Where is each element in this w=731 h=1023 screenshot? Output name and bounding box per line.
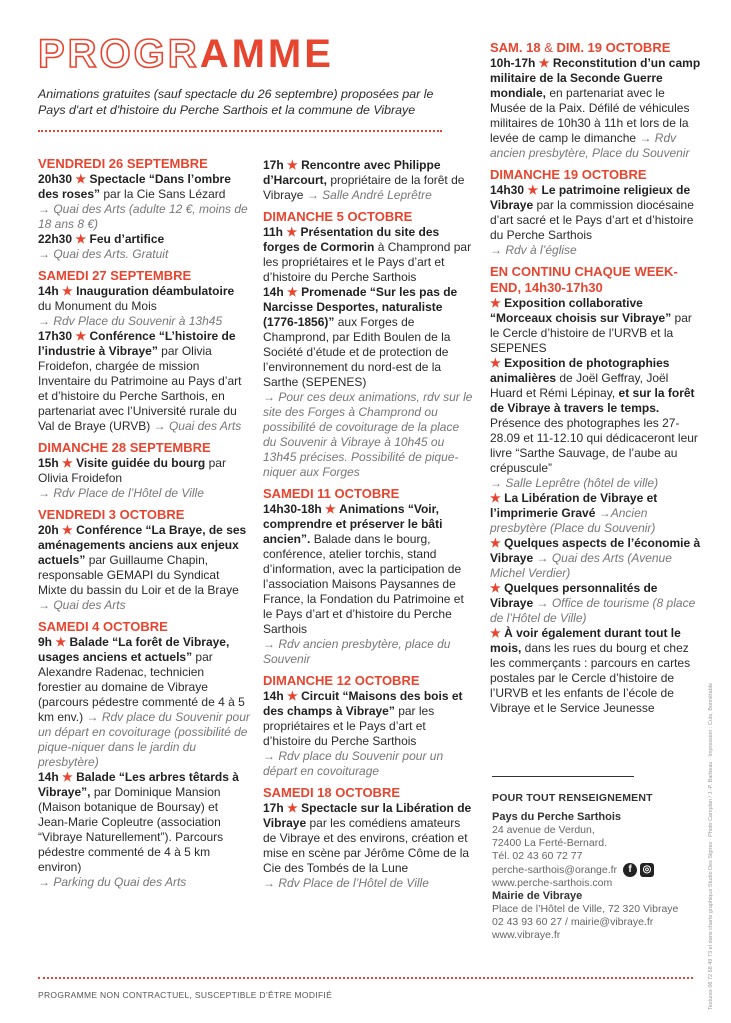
star-icon: ★ [75, 329, 87, 343]
event [38, 232, 250, 262]
event-title: et sur la forêt de Vibraye à travers le temps. [490, 386, 695, 415]
event-location: Quai des Arts [53, 598, 126, 612]
arrow-icon: → [490, 476, 506, 490]
event-location: Ancien presbytère (Place du Souvenir) [490, 506, 656, 535]
event-title: Conférence “L’histoire de l’industrie à Vibraye” [38, 329, 236, 358]
event [38, 329, 250, 434]
contact-phone: Tél. 02 43 60 72 77 [492, 850, 583, 862]
event [490, 536, 702, 581]
event-location: Rdv place du Souvenir pour un départ en covoiturage (possibilité de pique-niquer dans le jardin du presbytère) [38, 710, 250, 769]
event-time: 14h [263, 285, 284, 299]
event [263, 225, 475, 285]
event [263, 801, 475, 891]
event [263, 285, 475, 480]
arrow-icon: → [263, 390, 279, 404]
day-heading-amp: & [540, 40, 557, 55]
event-location: Quai des Arts (Avenue Michel Verdier) [490, 551, 672, 580]
event-text: par Olivia Froidefon, chargée de mission Inventaire du Patrimoine au Pays d’art et d’histoire du Perche Sarthois, en partenariat avec l’Université rurale du Val de Braye (URVB) [38, 344, 242, 433]
event-time: 14h30 [490, 183, 525, 197]
contact-email-text[interactable]: perche-sarthois@orange.fr [492, 863, 618, 876]
contact-line: 72400 La Ferté-Bernard. [492, 837, 607, 849]
event-time: 22h30 [38, 232, 73, 246]
arrow-icon: → [38, 875, 54, 889]
event-time: 14h30-18h [263, 502, 322, 516]
arrow-icon: → [598, 506, 611, 520]
event [490, 183, 702, 258]
event-title: Inauguration déambulatoire [76, 284, 235, 298]
event-location: Rdv Place de l’Hôtel de Ville [53, 486, 204, 500]
day-heading: SAMEDI 18 OCTOBRE [263, 785, 401, 800]
footer-disclaimer: PROGRAMME NON CONTRACTUEL, SUSCEPTIBLE D’ÊTRE MODIFIÉ [38, 990, 333, 1000]
star-icon: ★ [287, 801, 298, 815]
event [38, 635, 250, 770]
intro-divider [38, 130, 442, 132]
contact-info [492, 792, 692, 942]
star-icon: ★ [490, 491, 501, 505]
event-text: en partenariat avec le Musée de la Paix. Défilé de véhicules militaires de 10h30 à 11h et lors de la levée de camp le dimanche [490, 86, 690, 145]
event [38, 172, 250, 232]
event-time: 14h [263, 689, 284, 703]
event [38, 456, 250, 501]
event-text: par la commission diocésaine d’art sacré et le Pays d’art et d’histoire du Perche Sarthois [490, 198, 694, 242]
event-location: Quai des Arts [168, 419, 242, 433]
event-title: Feu d’artifice [89, 232, 165, 246]
day-heading: DIMANCHE 28 SEPTEMBRE [38, 440, 211, 455]
event-location: Quai des Arts (adulte 12 €, moins de 18 ans 8 €) [38, 202, 248, 231]
event-title: Exposition collaborative “Morceaux choisis sur Vibraye” [490, 296, 672, 325]
title-bold: AMME [199, 32, 334, 76]
star-icon: ★ [55, 635, 67, 649]
event [490, 56, 702, 161]
title-light: PROGR [38, 32, 200, 76]
arrow-icon: → [536, 551, 549, 565]
event-title: Circuit “Maisons des bois et des champs à Vibraye” [263, 689, 463, 718]
day-heading-part: DIM. 19 OCTOBRE [556, 40, 671, 55]
event-text: dans les rues du bourg et chez les commerçants : parcours en cartes postales par le Cercle d’histoire de l’URVB et les enfants de l’école de Vibraye et le Service Jeunesse [490, 641, 691, 715]
star-icon: ★ [527, 183, 539, 197]
event [263, 689, 475, 779]
arrow-icon: → [38, 598, 54, 612]
event-title: À voir également durant tout le mois, [490, 626, 681, 655]
event-title: Promenade “Sur les pas de Narcisse Desportes, naturaliste (1776-1856)” [263, 285, 458, 329]
contact-phone-email: 02 43 93 60 27 / mairie@vibraye.fr [492, 916, 654, 928]
day-heading [490, 40, 702, 56]
star-icon: ★ [538, 56, 550, 70]
arrow-icon: → [263, 876, 279, 890]
star-icon: ★ [490, 626, 501, 640]
contact-website[interactable]: www.perche-sarthois.com [492, 877, 613, 889]
event-title: Spectacle “Dans l’ombre des roses” [38, 172, 231, 201]
day-heading: VENDREDI 3 OCTOBRE [38, 507, 185, 522]
star-icon: ★ [287, 689, 298, 703]
event-text: de Joël Geffray, Joël Huard et Rémi Lépinay, [490, 371, 669, 400]
arrow-icon: → [38, 486, 54, 500]
column-2 [263, 158, 475, 891]
day-heading: EN CONTINU CHAQUE WEEK-END, 14h30-17h30 [490, 264, 678, 295]
contact-org: Mairie de Vibraye [492, 890, 583, 902]
day-heading: SAMEDI 4 OCTOBRE [38, 619, 168, 634]
event-title: Quelques aspects de l’économie à Vibraye [490, 536, 701, 565]
event-text: du Monument du Mois [38, 299, 157, 313]
event-location: Salle André Leprêtre [322, 188, 432, 202]
arrow-icon: → [38, 314, 54, 328]
star-icon: ★ [287, 158, 298, 172]
star-icon: ★ [325, 502, 336, 516]
arrow-icon: → [153, 419, 169, 433]
event-location: Pour ces deux animations, rdv sur le site des Forges à Champrond ou possibilité de covoiturage de la place du Souvenir à Vibraye à 10h45 ou 13h45 précises. Possibilité de pique-niquer aux Forges [263, 390, 473, 479]
event [490, 296, 702, 356]
contact-website[interactable]: www.vibraye.fr [492, 929, 561, 941]
arrow-icon: → [639, 131, 655, 145]
footer-divider [38, 977, 693, 979]
contact-email[interactable] [492, 863, 692, 877]
event-text: par Guillaume Chapin, responsable GEMAPI du Syndicat Mixte du bassin du Loir et de la Braye [38, 553, 239, 597]
arrow-icon: → [263, 749, 279, 763]
event-title: Rencontre avec Philippe d’Harcourt, [263, 158, 441, 187]
column-3 [490, 40, 702, 716]
event-text: Balade dans le bourg, conférence, atelier torchis, stand d’information, avec la participation de l’association Maisons Paysannes de France, la Fondation du Patrimoine et le Pays d’art et d’histoire du Perche Sarthois [263, 532, 464, 636]
star-icon: ★ [287, 285, 298, 299]
event-location: Quai des Arts. Gratuit [53, 247, 169, 261]
star-icon: ★ [62, 770, 73, 784]
contact-org: Pays du Perche Sarthois [492, 811, 621, 823]
event-title: Balade “Les arbres têtards à Vibraye”, [38, 770, 239, 799]
event-text: par Dominique Mansion (Maison botanique de Boursay) et Jean-Marie Copleutre (association “Vibraye Naturellement”). Parcours pédestre commenté de 4 à 5 km environ) [38, 785, 224, 874]
event-location: Parking du Quai des Arts [53, 875, 187, 889]
contact-line: Place de l’Hôtel de Ville, 72 320 Vibraye [492, 903, 679, 915]
star-icon: ★ [62, 284, 73, 298]
event-location: Office de tourisme (8 place de l’Hôtel de Ville) [490, 596, 696, 625]
arrow-icon: → [38, 202, 54, 216]
event-text: à Champrond par les propriétaires et le Pays d’art et d’histoire du Perche Sarthois [263, 240, 472, 284]
day-heading: VENDREDI 26 SEPTEMBRE [38, 156, 208, 171]
instagram-icon[interactable]: ◎ [640, 863, 654, 877]
event-title: Exposition de photographies animalières [490, 356, 670, 385]
event-time: 15h [38, 456, 59, 470]
event-text: par les propriétaires et le Pays d’art et d’histoire du Perche Sarthois [263, 704, 435, 748]
event-location: Salle Leprêtre (hôtel de ville) [505, 476, 659, 490]
day-heading-part: SAM. 18 [490, 40, 541, 55]
event-title: Quelques personnalités de Vibraye [490, 581, 658, 610]
event-time: 11h [263, 225, 284, 239]
event-text: par la Cie Sans Lézard [100, 187, 226, 201]
event-title: Présentation du site des forges de Cormorin [263, 225, 440, 254]
star-icon: ★ [286, 225, 298, 239]
day-heading: DIMANCHE 19 OCTOBRE [490, 167, 647, 182]
event-title: Reconstitution d’un camp militaire de la Seconde Guerre mondiale, [490, 56, 701, 100]
event-text: par Olivia Froidefon [38, 456, 226, 485]
event-time: 17h [263, 801, 284, 815]
event-text: aux Forges de Champrond, par Edith Boulen de la Société d’étude et de protection de l’environnement du nord-est de la Sarthe (SEPENES) [263, 315, 451, 389]
event-title: Le patrimoine religieux de Vibraye [490, 183, 691, 212]
intro-text: Animations gratuites (sauf spectacle du 26 septembre) proposées par le Pays d'art et d'histoire du Perche Sarthois et la commune de Vibraye [38, 87, 434, 117]
event-time: 20h [38, 523, 59, 537]
event-time: 17h30 [38, 329, 73, 343]
event [490, 581, 702, 626]
event-text: par Alexandre Radenac, technicien forestier au domaine de Vibraye (parcours pédestre commenté de 4 à 5 km env.) [38, 650, 245, 724]
event-time: 14h [38, 284, 59, 298]
star-icon: ★ [490, 581, 501, 595]
event-title: Spectacle sur la Libération de Vibraye [263, 801, 472, 830]
day-heading: DIMANCHE 12 OCTOBRE [263, 673, 420, 688]
event [490, 356, 702, 491]
event-text: par les comédiens amateurs de Vibraye et des environs, création et mise en scène par Jérôme Côme de la Cie des Tombés de la Lune [263, 816, 470, 875]
star-icon: ★ [62, 523, 73, 537]
event-time: 14h [38, 770, 59, 784]
arrow-icon: → [263, 637, 279, 651]
event-location: Rdv place du Souvenir pour un départ en covoiturage [263, 749, 444, 778]
arrow-icon: → [490, 243, 506, 257]
column-1 [38, 156, 250, 890]
star-icon: ★ [490, 296, 501, 310]
arrow-icon: → [86, 710, 102, 724]
day-heading: SAMEDI 27 SEPTEMBRE [38, 268, 192, 283]
star-icon: ★ [62, 456, 73, 470]
event-title: La Libération de Vibraye et l’imprimerie Gravé [490, 491, 658, 520]
event [38, 770, 250, 890]
event-time: 9h [38, 635, 53, 649]
event-location: Rdv ancien presbytère, place du Souvenir [263, 637, 451, 666]
arrow-icon: → [306, 188, 323, 202]
event [490, 491, 702, 536]
event-text: propriétaire de la forêt de Vibraye [263, 173, 465, 202]
contact-line: 24 avenue de Verdun, [492, 824, 595, 836]
info-divider [492, 776, 634, 777]
page-title [38, 32, 334, 76]
star-icon: ★ [490, 356, 501, 370]
event [490, 626, 702, 716]
event-location: Rdv Place du Souvenir à 13h45 [53, 314, 223, 328]
star-icon: ★ [490, 536, 501, 550]
day-heading: DIMANCHE 5 OCTOBRE [263, 209, 413, 224]
event-title: Visite guidée du bourg [76, 456, 206, 470]
event-time: 10h-17h [490, 56, 536, 70]
event-title: Conférence “La Braye, de ses aménagements anciens aux enjeux actuels” [38, 523, 247, 567]
event [38, 523, 250, 613]
day-heading: SAMEDI 11 OCTOBRE [263, 486, 400, 501]
event [263, 502, 475, 667]
event-text: par le Cercle d’histoire de l’URVB et la SEPENES [490, 311, 692, 355]
event-time: 20h30 [38, 172, 73, 186]
event-time: 17h [263, 158, 284, 172]
event-title: Balade “La forêt de Vibraye, usages anciens et actuels” [38, 635, 230, 664]
event [263, 158, 475, 203]
event [38, 284, 250, 329]
event-location: Rdv ancien presbytère, Place du Souvenir [490, 131, 690, 160]
contact-heading: POUR TOUT RENSEIGNEMENT [492, 792, 653, 804]
credits-text: Textures 06 72 68 49 73 et dans charte graphique Studio Des Signes · Photo Camplan / J.-P. Barbeau · Impression : Cuts, Bonnétable [708, 682, 714, 1010]
event-text: Présence des photographes les 27-28.09 et 11-12.10 qui dédicaceront leur livre “Sarthe Sauvage, de l’aube au crépuscule” [490, 416, 698, 475]
arrow-icon: → [38, 247, 54, 261]
facebook-icon[interactable]: f [623, 863, 637, 877]
event-title: Animations “Voir, comprendre et préserver le bâti ancien”. [263, 502, 443, 546]
star-icon: ★ [75, 232, 87, 246]
event-location: Rdv Place de l’Hôtel de Ville [278, 876, 429, 890]
star-icon: ★ [75, 172, 87, 186]
arrow-icon: → [536, 596, 549, 610]
event-location: Rdv à l’église [505, 243, 577, 257]
